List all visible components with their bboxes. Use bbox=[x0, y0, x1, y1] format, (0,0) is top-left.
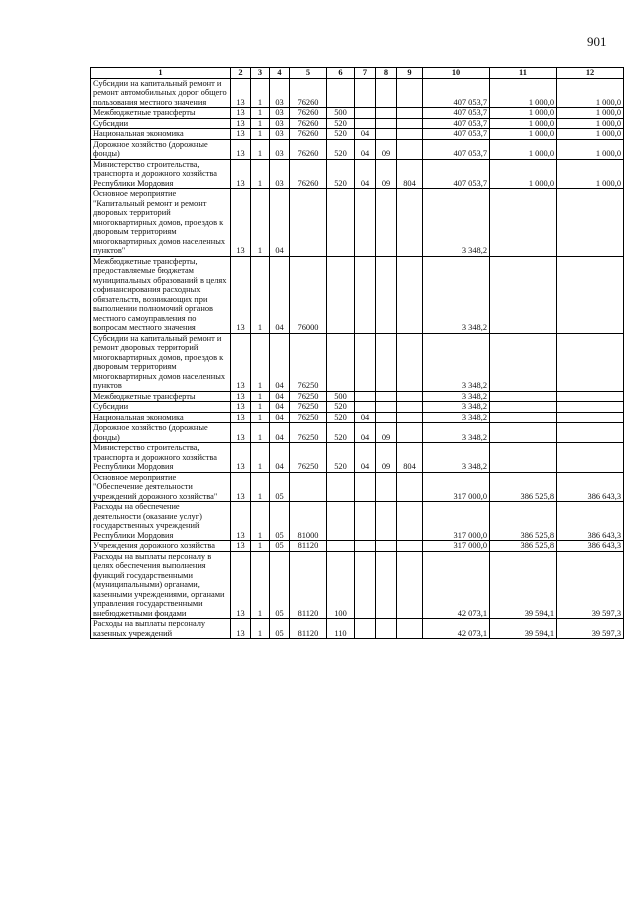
table-row bbox=[91, 256, 624, 333]
code-c5: 76260 bbox=[290, 118, 327, 129]
code-c5: 76000 bbox=[290, 256, 327, 333]
row-name: Межбюджетные трансферты, предоставляемые бюджетам муниципальных образований в целях софинансирования расходных обязательств, возникающих при выполнении полномочий органов местного самоуправления по вопросам местного значения bbox=[91, 256, 231, 333]
code-c6 bbox=[327, 541, 355, 552]
row-name: Субсидии bbox=[91, 402, 231, 413]
row-name: Межбюджетные трансферты bbox=[91, 108, 231, 119]
code-c6: 520 bbox=[327, 159, 355, 189]
code-c3: 1 bbox=[251, 423, 270, 443]
code-c8 bbox=[376, 333, 397, 391]
table-row bbox=[91, 118, 624, 129]
amount-c12: 386 643,3 bbox=[557, 472, 624, 502]
code-c8: 09 bbox=[376, 443, 397, 473]
row-name: Расходы на выплаты персоналу в целях обеспечения выполнения функций государственными (муниципальными) органами, казенными учреждениями, органами управления государственными внебюджетными фондами bbox=[91, 551, 231, 619]
row-name: Учреждения дорожного хозяйства bbox=[91, 541, 231, 552]
code-c4: 04 bbox=[270, 412, 290, 423]
code-c4: 05 bbox=[270, 619, 290, 639]
code-c2: 13 bbox=[231, 443, 251, 473]
code-c8 bbox=[376, 108, 397, 119]
amount-c10: 42 073,1 bbox=[423, 551, 490, 619]
amount-c12 bbox=[557, 189, 624, 257]
table-row bbox=[91, 129, 624, 140]
table-row bbox=[91, 159, 624, 189]
code-c7: 04 bbox=[355, 423, 376, 443]
amount-c11: 1 000,0 bbox=[490, 78, 557, 108]
code-c4: 03 bbox=[270, 78, 290, 108]
code-c6: 520 bbox=[327, 402, 355, 413]
table-row bbox=[91, 402, 624, 413]
row-name: Национальная экономика bbox=[91, 412, 231, 423]
column-header: 10 bbox=[423, 68, 490, 79]
amount-c11 bbox=[490, 391, 557, 402]
code-c3: 1 bbox=[251, 159, 270, 189]
code-c2: 13 bbox=[231, 391, 251, 402]
row-name: Расходы на выплаты персоналу казенных учреждений bbox=[91, 619, 231, 639]
code-c4: 05 bbox=[270, 502, 290, 541]
code-c5: 76250 bbox=[290, 443, 327, 473]
code-c6: 500 bbox=[327, 391, 355, 402]
amount-c10: 317 000,0 bbox=[423, 472, 490, 502]
amount-c10: 3 348,2 bbox=[423, 423, 490, 443]
code-c2: 13 bbox=[231, 541, 251, 552]
amount-c11 bbox=[490, 412, 557, 423]
code-c4: 04 bbox=[270, 256, 290, 333]
code-c5: 76260 bbox=[290, 129, 327, 140]
code-c4: 05 bbox=[270, 541, 290, 552]
amount-c12: 1 000,0 bbox=[557, 118, 624, 129]
row-name: Расходы на обеспечение деятельности (оказание услуг) государственных учреждений Республики Мордовия bbox=[91, 502, 231, 541]
code-c5: 76250 bbox=[290, 423, 327, 443]
code-c8: 09 bbox=[376, 159, 397, 189]
row-name: Министерство строительства, транспорта и дорожного хозяйства Республики Мордовия bbox=[91, 443, 231, 473]
column-header: 11 bbox=[490, 68, 557, 79]
code-c3: 1 bbox=[251, 551, 270, 619]
code-c6 bbox=[327, 78, 355, 108]
code-c3: 1 bbox=[251, 189, 270, 257]
row-name: Межбюджетные трансферты bbox=[91, 391, 231, 402]
column-header: 1 bbox=[91, 68, 231, 79]
code-c2: 13 bbox=[231, 412, 251, 423]
code-c3: 1 bbox=[251, 402, 270, 413]
code-c6: 520 bbox=[327, 412, 355, 423]
amount-c10: 317 000,0 bbox=[423, 502, 490, 541]
amount-c10: 317 000,0 bbox=[423, 541, 490, 552]
code-c4: 04 bbox=[270, 333, 290, 391]
table-row bbox=[91, 333, 624, 391]
code-c8 bbox=[376, 551, 397, 619]
code-c8: 09 bbox=[376, 139, 397, 159]
amount-c12 bbox=[557, 333, 624, 391]
code-c8 bbox=[376, 472, 397, 502]
amount-c11: 39 594,1 bbox=[490, 619, 557, 639]
code-c9 bbox=[397, 619, 423, 639]
column-header: 8 bbox=[376, 68, 397, 79]
code-c5 bbox=[290, 189, 327, 257]
amount-c11: 386 525,8 bbox=[490, 541, 557, 552]
table-row bbox=[91, 139, 624, 159]
amount-c10: 407 053,7 bbox=[423, 129, 490, 140]
table-row bbox=[91, 502, 624, 541]
header-row bbox=[91, 68, 624, 79]
code-c9 bbox=[397, 189, 423, 257]
table-row bbox=[91, 472, 624, 502]
row-name: Дорожное хозяйство (дорожные фонды) bbox=[91, 423, 231, 443]
code-c7: 04 bbox=[355, 443, 376, 473]
table-row bbox=[91, 78, 624, 108]
code-c8 bbox=[376, 502, 397, 541]
code-c8 bbox=[376, 256, 397, 333]
code-c4: 04 bbox=[270, 391, 290, 402]
row-name: Основное мероприятие "Капитальный ремонт и ремонт дворовых территорий многоквартирных домов, проездов к дворовым территориям многоквартирных домов населенных пунктов" bbox=[91, 189, 231, 257]
column-header: 9 bbox=[397, 68, 423, 79]
amount-c12 bbox=[557, 443, 624, 473]
code-c3: 1 bbox=[251, 78, 270, 108]
code-c7 bbox=[355, 402, 376, 413]
code-c8 bbox=[376, 118, 397, 129]
code-c2: 13 bbox=[231, 551, 251, 619]
amount-c11 bbox=[490, 189, 557, 257]
amount-c12 bbox=[557, 391, 624, 402]
amount-c12: 1 000,0 bbox=[557, 108, 624, 119]
code-c2: 13 bbox=[231, 139, 251, 159]
amount-c11: 1 000,0 bbox=[490, 139, 557, 159]
code-c4: 03 bbox=[270, 139, 290, 159]
code-c3: 1 bbox=[251, 502, 270, 541]
amount-c11: 386 525,8 bbox=[490, 502, 557, 541]
code-c2: 13 bbox=[231, 502, 251, 541]
column-header: 5 bbox=[290, 68, 327, 79]
table-row bbox=[91, 619, 624, 639]
amount-c12 bbox=[557, 402, 624, 413]
column-header: 12 bbox=[557, 68, 624, 79]
amount-c10: 3 348,2 bbox=[423, 333, 490, 391]
amount-c12: 1 000,0 bbox=[557, 159, 624, 189]
code-c5 bbox=[290, 472, 327, 502]
amount-c10: 3 348,2 bbox=[423, 391, 490, 402]
code-c2: 13 bbox=[231, 189, 251, 257]
column-header: 4 bbox=[270, 68, 290, 79]
code-c5: 76260 bbox=[290, 159, 327, 189]
code-c9 bbox=[397, 78, 423, 108]
amount-c11: 1 000,0 bbox=[490, 118, 557, 129]
amount-c11: 1 000,0 bbox=[490, 159, 557, 189]
code-c8: 09 bbox=[376, 423, 397, 443]
code-c2: 13 bbox=[231, 118, 251, 129]
budget-table bbox=[90, 67, 624, 639]
row-name: Субсидии bbox=[91, 118, 231, 129]
code-c3: 1 bbox=[251, 256, 270, 333]
amount-c12 bbox=[557, 412, 624, 423]
code-c9: 804 bbox=[397, 443, 423, 473]
code-c8 bbox=[376, 412, 397, 423]
amount-c12: 39 597,3 bbox=[557, 551, 624, 619]
code-c3: 1 bbox=[251, 129, 270, 140]
code-c8 bbox=[376, 619, 397, 639]
table-row bbox=[91, 391, 624, 402]
amount-c10: 3 348,2 bbox=[423, 443, 490, 473]
code-c3: 1 bbox=[251, 391, 270, 402]
code-c5: 76250 bbox=[290, 391, 327, 402]
code-c7 bbox=[355, 333, 376, 391]
code-c5: 81120 bbox=[290, 619, 327, 639]
table-row bbox=[91, 423, 624, 443]
amount-c10: 407 053,7 bbox=[423, 159, 490, 189]
amount-c11 bbox=[490, 443, 557, 473]
amount-c12 bbox=[557, 256, 624, 333]
code-c9 bbox=[397, 129, 423, 140]
row-name: Дорожное хозяйство (дорожные фонды) bbox=[91, 139, 231, 159]
code-c8 bbox=[376, 78, 397, 108]
code-c8 bbox=[376, 129, 397, 140]
code-c7 bbox=[355, 551, 376, 619]
code-c6: 500 bbox=[327, 108, 355, 119]
code-c8 bbox=[376, 541, 397, 552]
code-c6: 520 bbox=[327, 139, 355, 159]
code-c4: 04 bbox=[270, 402, 290, 413]
amount-c10: 42 073,1 bbox=[423, 619, 490, 639]
column-header: 3 bbox=[251, 68, 270, 79]
table-row bbox=[91, 412, 624, 423]
code-c6 bbox=[327, 256, 355, 333]
amount-c12: 1 000,0 bbox=[557, 129, 624, 140]
column-header: 2 bbox=[231, 68, 251, 79]
code-c6: 110 bbox=[327, 619, 355, 639]
code-c4: 05 bbox=[270, 472, 290, 502]
code-c3: 1 bbox=[251, 333, 270, 391]
code-c7 bbox=[355, 78, 376, 108]
page-number: 901 bbox=[587, 34, 607, 49]
code-c4: 04 bbox=[270, 443, 290, 473]
amount-c11: 1 000,0 bbox=[490, 108, 557, 119]
code-c2: 13 bbox=[231, 333, 251, 391]
amount-c10: 3 348,2 bbox=[423, 189, 490, 257]
code-c6 bbox=[327, 502, 355, 541]
row-name: Субсидии на капитальный ремонт и ремонт автомобильных дорог общего пользования местного значения bbox=[91, 78, 231, 108]
amount-c10: 407 053,7 bbox=[423, 78, 490, 108]
code-c4: 03 bbox=[270, 129, 290, 140]
code-c5: 81120 bbox=[290, 541, 327, 552]
code-c7: 04 bbox=[355, 412, 376, 423]
code-c2: 13 bbox=[231, 402, 251, 413]
code-c6: 520 bbox=[327, 423, 355, 443]
code-c6 bbox=[327, 189, 355, 257]
code-c9 bbox=[397, 423, 423, 443]
code-c2: 13 bbox=[231, 472, 251, 502]
code-c9 bbox=[397, 551, 423, 619]
amount-c12: 1 000,0 bbox=[557, 139, 624, 159]
amount-c11 bbox=[490, 256, 557, 333]
column-header: 7 bbox=[355, 68, 376, 79]
code-c7 bbox=[355, 108, 376, 119]
code-c6 bbox=[327, 333, 355, 391]
code-c9 bbox=[397, 402, 423, 413]
code-c2: 13 bbox=[231, 129, 251, 140]
table-row bbox=[91, 551, 624, 619]
code-c6 bbox=[327, 472, 355, 502]
amount-c12 bbox=[557, 423, 624, 443]
code-c8 bbox=[376, 402, 397, 413]
code-c5: 76250 bbox=[290, 402, 327, 413]
code-c3: 1 bbox=[251, 108, 270, 119]
code-c6: 520 bbox=[327, 118, 355, 129]
amount-c10: 407 053,7 bbox=[423, 139, 490, 159]
amount-c10: 3 348,2 bbox=[423, 412, 490, 423]
code-c9 bbox=[397, 333, 423, 391]
code-c7: 04 bbox=[355, 129, 376, 140]
code-c5: 81120 bbox=[290, 551, 327, 619]
code-c9 bbox=[397, 541, 423, 552]
code-c9 bbox=[397, 412, 423, 423]
amount-c11: 1 000,0 bbox=[490, 129, 557, 140]
amount-c11 bbox=[490, 333, 557, 391]
code-c2: 13 bbox=[231, 256, 251, 333]
code-c2: 13 bbox=[231, 108, 251, 119]
amount-c11 bbox=[490, 402, 557, 413]
amount-c11: 386 525,8 bbox=[490, 472, 557, 502]
code-c9 bbox=[397, 472, 423, 502]
amount-c10: 407 053,7 bbox=[423, 108, 490, 119]
code-c4: 03 bbox=[270, 159, 290, 189]
code-c9: 804 bbox=[397, 159, 423, 189]
code-c5: 76260 bbox=[290, 139, 327, 159]
code-c9 bbox=[397, 108, 423, 119]
amount-c10: 3 348,2 bbox=[423, 256, 490, 333]
code-c6: 100 bbox=[327, 551, 355, 619]
amount-c11 bbox=[490, 423, 557, 443]
code-c6: 520 bbox=[327, 129, 355, 140]
table-row bbox=[91, 189, 624, 257]
code-c3: 1 bbox=[251, 443, 270, 473]
code-c4: 03 bbox=[270, 108, 290, 119]
code-c2: 13 bbox=[231, 78, 251, 108]
code-c4: 04 bbox=[270, 189, 290, 257]
row-name: Национальная экономика bbox=[91, 129, 231, 140]
code-c8 bbox=[376, 189, 397, 257]
table-row bbox=[91, 443, 624, 473]
code-c5: 76250 bbox=[290, 412, 327, 423]
code-c2: 13 bbox=[231, 619, 251, 639]
table-row bbox=[91, 108, 624, 119]
code-c7 bbox=[355, 472, 376, 502]
amount-c12: 1 000,0 bbox=[557, 78, 624, 108]
code-c7: 04 bbox=[355, 159, 376, 189]
code-c7 bbox=[355, 502, 376, 541]
code-c9 bbox=[397, 502, 423, 541]
code-c3: 1 bbox=[251, 541, 270, 552]
row-name: Основное мероприятие "Обеспечение деятельности учреждений дорожного хозяйства" bbox=[91, 472, 231, 502]
amount-c12: 386 643,3 bbox=[557, 541, 624, 552]
code-c9 bbox=[397, 118, 423, 129]
code-c7: 04 bbox=[355, 139, 376, 159]
code-c7 bbox=[355, 619, 376, 639]
code-c5: 76260 bbox=[290, 78, 327, 108]
column-header: 6 bbox=[327, 68, 355, 79]
code-c3: 1 bbox=[251, 118, 270, 129]
row-name: Субсидии на капитальный ремонт и ремонт дворовых территорий многоквартирных домов, проездов к дворовым территориям многоквартирных домов населенных пунктов bbox=[91, 333, 231, 391]
code-c3: 1 bbox=[251, 619, 270, 639]
table-row bbox=[91, 541, 624, 552]
code-c3: 1 bbox=[251, 139, 270, 159]
code-c9 bbox=[397, 391, 423, 402]
code-c7 bbox=[355, 256, 376, 333]
code-c9 bbox=[397, 139, 423, 159]
amount-c12: 39 597,3 bbox=[557, 619, 624, 639]
code-c3: 1 bbox=[251, 472, 270, 502]
code-c2: 13 bbox=[231, 423, 251, 443]
code-c5: 76250 bbox=[290, 333, 327, 391]
code-c4: 05 bbox=[270, 551, 290, 619]
amount-c11: 39 594,1 bbox=[490, 551, 557, 619]
code-c6: 520 bbox=[327, 443, 355, 473]
amount-c10: 407 053,7 bbox=[423, 118, 490, 129]
code-c7 bbox=[355, 189, 376, 257]
amount-c10: 3 348,2 bbox=[423, 402, 490, 413]
row-name: Министерство строительства, транспорта и дорожного хозяйства Республики Мордовия bbox=[91, 159, 231, 189]
code-c7 bbox=[355, 541, 376, 552]
code-c3: 1 bbox=[251, 412, 270, 423]
code-c5: 76260 bbox=[290, 108, 327, 119]
code-c8 bbox=[376, 391, 397, 402]
code-c4: 04 bbox=[270, 423, 290, 443]
code-c9 bbox=[397, 256, 423, 333]
code-c5: 81000 bbox=[290, 502, 327, 541]
code-c7 bbox=[355, 118, 376, 129]
amount-c12: 386 643,3 bbox=[557, 502, 624, 541]
code-c4: 03 bbox=[270, 118, 290, 129]
code-c7 bbox=[355, 391, 376, 402]
code-c2: 13 bbox=[231, 159, 251, 189]
